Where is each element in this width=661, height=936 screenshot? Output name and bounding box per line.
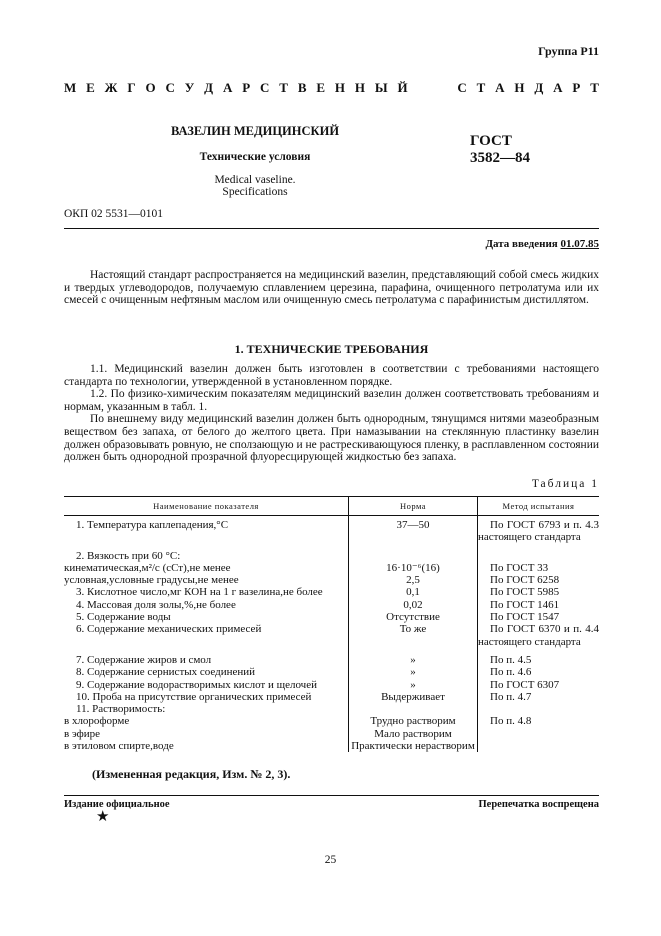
header-letter: Д	[534, 80, 544, 95]
table-row	[64, 611, 599, 623]
header-letter: В	[297, 80, 307, 95]
paragraph: По внешнему виду медицинский вазелин должен быть однородным, тянущимся нитями мазеобразным веществом без запаха, от белого до желтого цвета. При намазывании на стеклянную пластинку вазелин должен образовывать ровную, не сползающую и не растрескивающуюся пленку, в расплавленном состоянии должен быть однородной прозрачной флуоресцирующей жидкостью без запаха.	[64, 413, 599, 464]
method-cell: По ГОСТ 33	[490, 561, 549, 574]
paragraph: 1.1. Медицинский вазелин должен быть изготовлен в соответствии с требованиями настоящего стандарта по технологии, утвержденной в установленном порядке.	[64, 363, 599, 388]
intro-text: Настоящий стандарт распространяется на медицинский вазелин, представляющий собой смесь жидких и твердых углеводородов, получаемую сплавлением церезина, парафина, очищенного петролатума или их смесей с очищенным нефтяным маслом или очищенную смесь петролатума с парафинистым дистиллятом.	[64, 269, 599, 307]
table-caption: Таблица 1	[531, 478, 599, 490]
norm-cell: 0,02	[349, 599, 478, 611]
page-number: 25	[324, 854, 337, 866]
header-letter: Н	[334, 80, 346, 95]
method-cell: По ГОСТ 1461	[490, 598, 560, 611]
header-letter: Р	[572, 80, 581, 95]
norm-cell: Трудно растворим	[349, 715, 478, 727]
table-row	[64, 691, 599, 703]
header-letter: С	[260, 80, 270, 95]
indicator-cell: в эфире	[64, 727, 100, 740]
method-cell: По ГОСТ 1547	[490, 611, 560, 624]
indicator-cell: 6. Содержание механических примесей	[76, 623, 262, 636]
gost-code: 3582—84	[470, 150, 530, 166]
header-letter: Т	[279, 80, 288, 95]
method-cell	[478, 740, 600, 752]
okp-code: ОКП 02 5531—0101	[64, 208, 164, 220]
table-row	[64, 740, 599, 752]
indicator-cell: условная,условные градусы,не менее	[64, 574, 239, 587]
table-row	[64, 728, 599, 740]
norm-cell: Мало растворим	[349, 728, 478, 740]
indicator-cell: кинематическая,м²/с (сСт),не менее	[64, 561, 231, 574]
norm-cell: Практически нерастворим	[349, 740, 478, 752]
table-row	[64, 679, 599, 691]
title-block	[150, 124, 360, 198]
effective-date	[485, 238, 599, 250]
method-cell	[478, 703, 600, 715]
indicator-cell: в хлороформе	[64, 715, 130, 728]
header-letter: Н	[514, 80, 525, 95]
norm-cell	[349, 703, 478, 715]
table-row	[64, 550, 599, 562]
header-letter: У	[184, 80, 195, 95]
divider	[64, 795, 599, 796]
norm-cell: 0,1	[349, 586, 478, 598]
indicator-cell: 11. Растворимость:	[76, 703, 166, 716]
column-header: Метод испытания	[478, 497, 600, 516]
header-letter: С	[165, 80, 175, 95]
table-row	[64, 586, 599, 598]
header-letter: Ж	[104, 80, 118, 95]
header-letter: Т	[476, 80, 486, 95]
indicator-cell: 3. Кислотное число,мг КОН на 1 г вазелина,не более	[76, 586, 323, 599]
method-cell: По ГОСТ 6258	[490, 574, 560, 587]
header-letter: Н	[354, 80, 365, 95]
table-row	[64, 562, 599, 574]
table-row	[64, 703, 599, 715]
table-row	[64, 654, 599, 666]
english-subtitle: Specifications	[222, 186, 288, 198]
norm-cell: 2,5	[349, 574, 478, 586]
norm-cell: »	[349, 666, 478, 678]
section-heading: 1. ТЕХНИЧЕСКИЕ ТРЕБОВАНИЯ	[234, 342, 429, 356]
method-cell: По п. 4.5	[490, 653, 532, 666]
method-cell: По п. 4.6	[490, 666, 532, 679]
header-letter: Д	[204, 80, 214, 95]
method-cell: По ГОСТ 5985	[490, 586, 560, 599]
method-cell: По п. 4.7	[490, 690, 532, 703]
table-row	[64, 666, 599, 678]
method-cell: По ГОСТ 6370 и п. 4.4 настоящего стандарта	[478, 623, 599, 648]
requirements-table	[64, 496, 599, 752]
section-body	[64, 363, 599, 464]
header-letter: Е	[86, 80, 95, 95]
indicator-cell: 9. Содержание водорастворимых кислот и щелочей	[76, 678, 317, 691]
norm-cell: 37—50	[349, 516, 478, 550]
amendment-note: (Измененная редакция, Изм. № 2, 3).	[92, 767, 291, 781]
header-letter: Г	[127, 80, 136, 95]
norm-cell: То же	[349, 623, 478, 654]
column-header: Наименование показателя	[64, 497, 349, 516]
method-cell	[478, 550, 600, 562]
norm-cell	[349, 550, 478, 562]
indicator-cell: 5. Содержание воды	[76, 611, 171, 624]
interstate-standard-header	[64, 80, 599, 96]
header-letter: Й	[397, 80, 408, 95]
indicator-cell: 8. Содержание сернистых соединений	[76, 666, 256, 679]
method-cell: По п. 4.8	[490, 715, 532, 728]
paragraph: 1.2. По физико-химическим показателям медицинский вазелин должен соответствовать требованиям и нормам, указанным в табл. 1.	[64, 388, 599, 413]
header-letter: О	[145, 80, 156, 95]
star-icon: ★	[96, 809, 110, 825]
norm-cell: Выдерживает	[349, 691, 478, 703]
gost-label: ГОСТ	[470, 133, 512, 149]
indicator-cell: 1. Температура каплепадения,°С	[76, 519, 229, 531]
norm-cell: »	[349, 679, 478, 691]
header-letter: С	[457, 80, 467, 95]
header-letter: Т	[590, 80, 599, 95]
header-letter: Е	[316, 80, 326, 95]
norm-cell: 16·10⁻⁶(16)	[349, 562, 478, 574]
header-letter: А	[495, 80, 505, 95]
header-letter: Р	[242, 80, 251, 95]
doc-title: ВАЗЕЛИН МЕДИЦИНСКИЙ	[170, 124, 340, 138]
table-row	[64, 516, 599, 550]
reprint-prohibited-label: Перепечатка воспрещена	[478, 799, 599, 810]
method-cell	[478, 728, 600, 740]
date-label: Дата введения	[485, 238, 561, 250]
divider	[64, 228, 599, 229]
gost-number	[470, 133, 530, 167]
norm-cell: Отсутствие	[349, 611, 478, 623]
doc-subtitle: Технические условия	[199, 151, 311, 163]
table-row	[64, 715, 599, 727]
indicator-cell: 10. Проба на присутствие органических примесей	[76, 690, 312, 703]
header-letter: Ы	[374, 80, 388, 95]
column-header: Норма	[349, 497, 478, 516]
official-edition-label: Издание официальное	[64, 799, 170, 810]
indicator-cell: 2. Вязкость при 60 °С:	[76, 549, 181, 562]
indicator-cell: 7. Содержание жиров и смол	[76, 653, 212, 666]
table-row	[64, 623, 599, 654]
method-cell: По ГОСТ 6793 и п. 4.3 настоящего стандарта	[478, 519, 599, 544]
indicator-cell: в этиловом спирте,воде	[64, 740, 174, 753]
table-row	[64, 599, 599, 611]
header-letter: А	[553, 80, 563, 95]
indicator-cell: 4. Массовая доля золы,%,не более	[76, 598, 236, 611]
intro-paragraph	[64, 269, 599, 307]
group-label: Группа Р11	[538, 44, 599, 58]
method-cell: По ГОСТ 6307	[490, 678, 560, 691]
norm-cell: »	[349, 654, 478, 666]
header-letter: А	[222, 80, 233, 95]
header-letter: М	[64, 80, 77, 95]
english-title: Medical vaseline.	[214, 174, 296, 186]
date-value: 01.07.85	[560, 238, 599, 250]
table-row	[64, 574, 599, 586]
